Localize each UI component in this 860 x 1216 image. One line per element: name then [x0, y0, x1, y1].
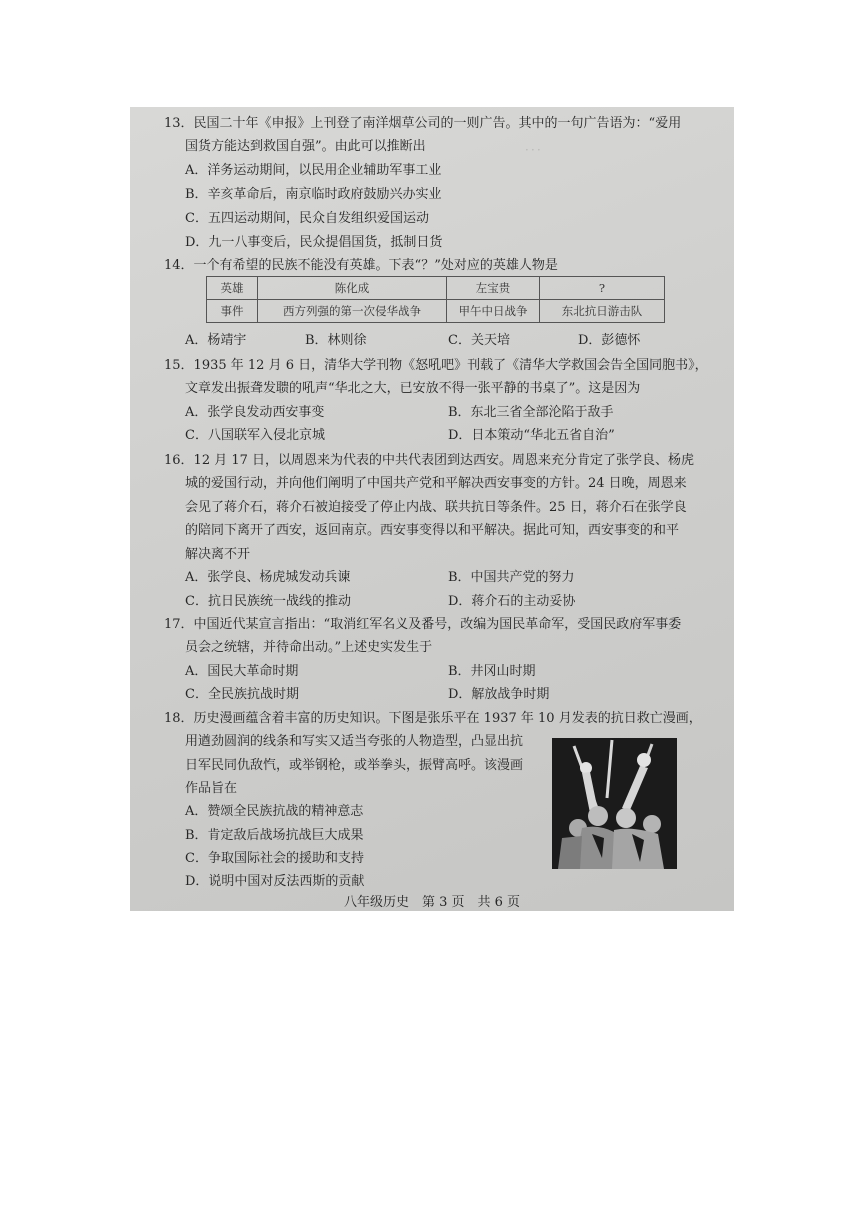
q15-stem-line2: 文章发出振聋发聩的吼声“华北之大，已安放不得一张平静的书桌了”。这是因为 — [185, 381, 641, 396]
q18-option-b[interactable]: B．肯定敌后战场抗战巨大成果 — [185, 828, 364, 843]
page-footer: 八年级历史 第 3 页 共 6 页 — [343, 895, 521, 910]
event-cell: 东北抗日游击队 — [540, 300, 665, 323]
exam-page-photo — [130, 107, 734, 911]
q16-stem-line5: 解决离不开 — [185, 547, 251, 562]
hero-cell: 左宝贵 — [447, 277, 540, 300]
q16-stem-line2: 城的爱国行动，并向他们阐明了中国共产党和平解决西安事变的方针。24 日晚，周恩来 — [185, 476, 687, 491]
q13-option-d[interactable]: D．九一八事变后，民众提倡国货，抵制日货 — [185, 235, 443, 250]
q18-option-d[interactable]: D．说明中国对反法西斯的贡献 — [185, 874, 365, 889]
q13-option-b[interactable]: B．辛亥革命后，南京临时政府鼓励兴办实业 — [185, 187, 442, 202]
q18-stem-line2: 用遒劲圆润的线条和写实又适当夸张的人物造型，凸显出抗 — [185, 734, 524, 749]
q15-option-b[interactable]: B．东北三省全部沦陷于敌手 — [448, 405, 614, 420]
q18-option-c[interactable]: C．争取国际社会的援助和支持 — [185, 851, 364, 866]
q17-option-a[interactable]: A．国民大革命时期 — [185, 664, 299, 679]
q14-option-c[interactable]: C．关天培 — [448, 333, 510, 348]
q16-stem-line4: 的陪同下离开了西安，返回南京。西安事变得以和平解决。据此可知，西安事变的和平 — [185, 523, 680, 538]
q14-option-b[interactable]: B．林则徐 — [305, 333, 367, 348]
q13-option-a[interactable]: A．洋务运动期间，以民用企业辅助军事工业 — [185, 163, 442, 178]
q13-stem-line2: 国货方能达到救国自强”。由此可以推断出 — [185, 139, 426, 154]
q14-option-a[interactable]: A．杨靖宇 — [185, 333, 247, 348]
event-cell: 甲午中日战争 — [447, 300, 540, 323]
event-cell: 西方列强的第一次侵华战争 — [258, 300, 447, 323]
q15-option-c[interactable]: C．八国联军入侵北京城 — [185, 428, 325, 443]
hero-header-cell: 英雄 — [207, 277, 258, 300]
q16-option-d[interactable]: D．蒋介石的主动妥协 — [448, 594, 576, 609]
q15-option-a[interactable]: A．张学良发动西安事变 — [185, 405, 325, 420]
q16-stem-line1: 16．12 月 17 日，以周恩来为代表的中共代表团到达西安。周恩来充分肯定了张学良、杨虎 — [164, 453, 695, 468]
q18-stem-line3: 日军民同仇敌忾，或举钢枪，或举拳头，振臂高呼。该漫画 — [185, 758, 524, 773]
q17-option-c[interactable]: C．全民族抗战时期 — [185, 687, 299, 702]
q17-stem-line2: 员会之统辖，并待命出动。”上述史实发生于 — [185, 640, 433, 655]
q18-stem-line4: 作品旨在 — [185, 781, 238, 796]
hero-cell: 陈化成 — [258, 277, 447, 300]
q14-option-d[interactable]: D．彭德怀 — [578, 333, 641, 348]
anti-japanese-cartoon-image — [552, 738, 677, 869]
q16-option-a[interactable]: A．张学良、杨虎城发动兵谏 — [185, 570, 351, 585]
hero-table-row — [207, 277, 665, 300]
q16-option-c[interactable]: C．抗日民族统一战线的推动 — [185, 594, 351, 609]
q16-option-b[interactable]: B．中国共产党的努力 — [448, 570, 575, 585]
q17-option-b[interactable]: B．井冈山时期 — [448, 664, 536, 679]
q18-option-a[interactable]: A．赞颂全民族抗战的精神意志 — [185, 804, 364, 819]
hero-unknown-cell: ? — [540, 277, 665, 300]
q15-stem-line1: 15．1935 年 12 月 6 日，清华大学刊物《怒吼吧》刊载了《清华大学救国会告全国同胞书》， — [164, 358, 708, 373]
q17-option-d[interactable]: D．解放战争时期 — [448, 687, 550, 702]
event-header-cell: 事件 — [207, 300, 258, 323]
cartoon-figures-icon — [552, 738, 677, 869]
q13-stem-line1: 13．民国二十年《申报》上刊登了南洋烟草公司的一则广告。其中的一句广告语为：“爱用 — [164, 116, 682, 131]
event-table-row — [207, 300, 665, 323]
q17-stem-line1: 17．中国近代某宣言指出：“取消红军名义及番号，改编为国民革命军，受国民政府军事委 — [164, 617, 682, 632]
q15-option-d[interactable]: D．日本策动“华北五省自治” — [448, 428, 615, 443]
q14-stem: 14．一个有希望的民族不能没有英雄。下表“？”处对应的英雄人物是 — [164, 258, 558, 273]
q16-stem-line3: 会见了蒋介石，蒋介石被迫接受了停止内战、联共抗日等条件。25 日，蒋介石在张学良 — [185, 500, 687, 515]
hero-table — [206, 276, 665, 323]
bleed-through-text: ．．． — [525, 139, 550, 153]
q18-stem-line1: 18．历史漫画蕴含着丰富的历史知识。下图是张乐平在 1937 年 10 月发表的抗日救亡漫画， — [164, 711, 702, 726]
q13-option-c[interactable]: C．五四运动期间，民众自发组织爱国运动 — [185, 211, 429, 226]
